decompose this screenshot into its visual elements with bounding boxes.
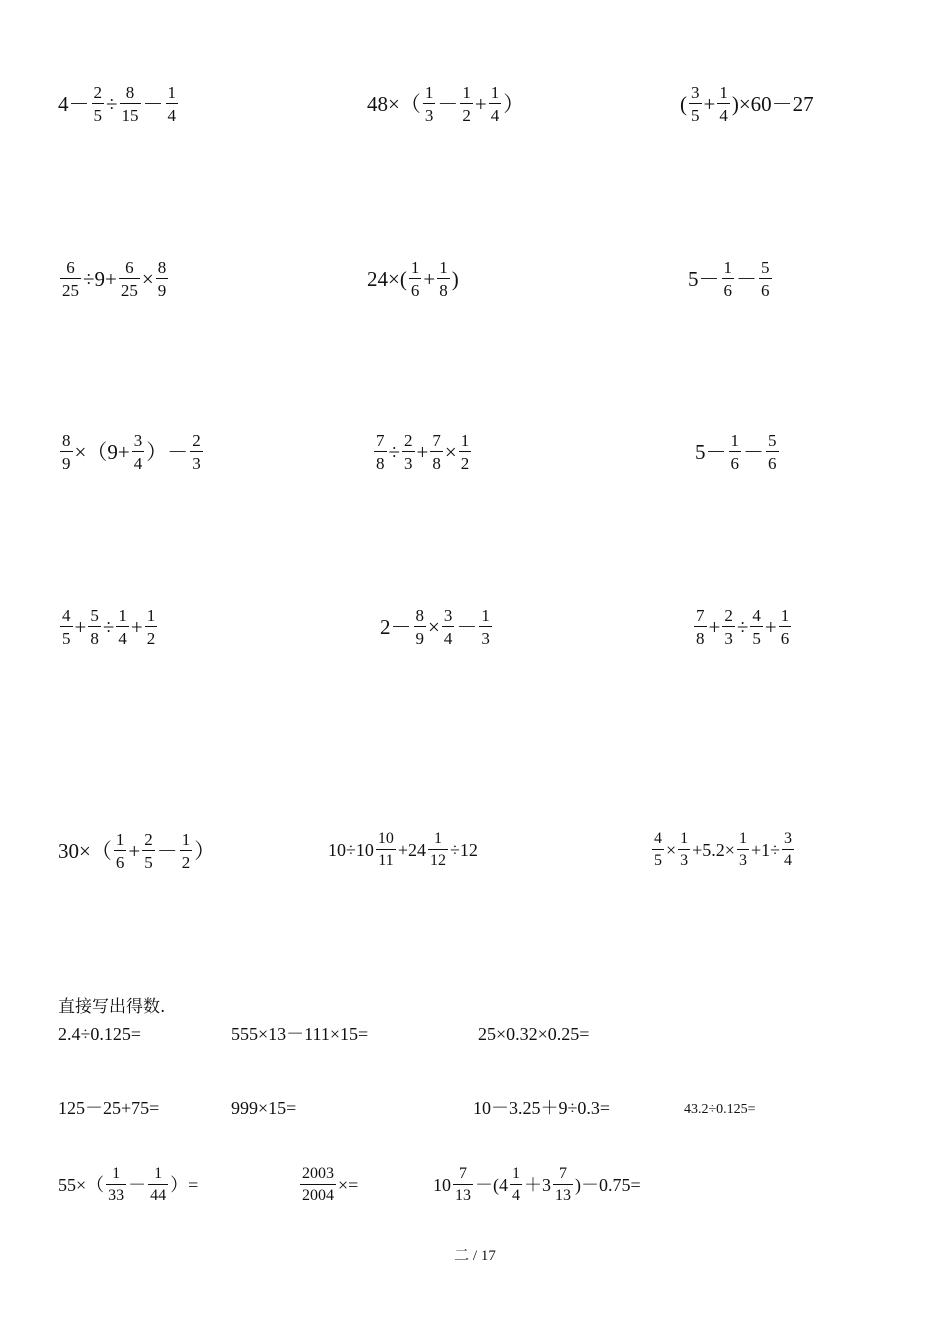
- fraction-denominator: 2: [180, 850, 193, 871]
- problem-10: [58, 607, 159, 647]
- fraction-numerator: 8: [125, 83, 135, 102]
- fraction-denominator: 5: [142, 850, 155, 871]
- expr-text: －: [743, 439, 764, 464]
- expr-text: ÷: [102, 614, 115, 639]
- fraction-numerator: 3: [133, 431, 143, 450]
- fraction: [489, 84, 502, 124]
- fraction-numerator: 3: [691, 83, 700, 102]
- fraction: [409, 259, 422, 299]
- fraction: [766, 432, 779, 472]
- fraction: [437, 259, 450, 299]
- expr-text: 5－: [688, 266, 720, 291]
- quick-8: [58, 1166, 198, 1204]
- fraction-numerator: 1: [490, 83, 500, 102]
- fraction: [759, 259, 772, 299]
- fraction-denominator: 2: [459, 451, 472, 472]
- fraction-numerator: 7: [696, 606, 705, 625]
- fraction-numerator: 5: [768, 431, 777, 450]
- problem-7: [58, 432, 205, 472]
- fraction-numerator: 2: [192, 431, 201, 450]
- fraction-denominator: 5: [652, 849, 664, 869]
- fraction-denominator: 8: [374, 451, 387, 472]
- fraction-denominator: 13: [553, 1184, 573, 1204]
- fraction-numerator: 4: [654, 830, 662, 847]
- problem-12: [692, 607, 793, 647]
- expr-text: ＋3: [524, 1175, 551, 1195]
- fraction-denominator: 6: [409, 278, 422, 299]
- fraction: [423, 84, 436, 124]
- quick-9: [298, 1166, 358, 1204]
- expr-text: －: [142, 91, 164, 116]
- fraction-numerator: 2003: [302, 1165, 334, 1182]
- fraction: [120, 84, 141, 124]
- fraction-numerator: 5: [761, 258, 770, 277]
- quick-10: [433, 1166, 641, 1204]
- fraction: [510, 1166, 522, 1204]
- fraction: [694, 607, 707, 647]
- fraction-denominator: 4: [132, 451, 145, 472]
- fraction: [402, 432, 415, 472]
- fraction-numerator: 2: [144, 830, 153, 849]
- fraction-numerator: 1: [181, 830, 191, 849]
- expr-text: +: [703, 91, 716, 116]
- expr-text: 25×0.32×0.25=: [478, 1024, 590, 1044]
- fraction-denominator: 6: [766, 451, 779, 472]
- fraction: [729, 432, 742, 472]
- fraction-numerator: 1: [434, 830, 443, 847]
- fraction: [722, 259, 735, 299]
- problem-15: [650, 831, 796, 869]
- expr-text: ）=: [170, 1175, 199, 1195]
- problem-4: [58, 259, 170, 299]
- fraction: [460, 84, 473, 124]
- expr-text: 10÷10: [328, 840, 374, 860]
- quick-3: [478, 1025, 589, 1043]
- expr-text: ÷: [106, 91, 118, 116]
- expr-text: +: [416, 439, 429, 464]
- expr-text: －: [437, 91, 459, 116]
- fraction-denominator: 3: [479, 626, 492, 647]
- fraction-denominator: 9: [156, 278, 169, 299]
- expr-text: ×: [666, 840, 677, 860]
- expr-text: 48×（: [367, 91, 421, 116]
- expr-text: 10－3.25＋9÷0.3=: [473, 1098, 611, 1118]
- fraction: [300, 1166, 336, 1204]
- expr-text: －(4: [475, 1175, 508, 1195]
- fraction: [717, 84, 730, 124]
- fraction-denominator: 6: [114, 850, 127, 871]
- expr-text: 555×13－111×15=: [231, 1024, 369, 1044]
- fraction-denominator: 44: [148, 1184, 168, 1204]
- problem-6: [688, 259, 774, 299]
- fraction-numerator: 1: [460, 431, 470, 450]
- fraction-numerator: 1: [154, 1165, 163, 1182]
- fraction-numerator: 3: [784, 830, 792, 847]
- fraction-denominator: 3: [190, 451, 203, 472]
- fraction-denominator: 8: [694, 626, 707, 647]
- fraction-denominator: 6: [722, 278, 735, 299]
- fraction-denominator: 3: [737, 849, 749, 869]
- fraction-denominator: 6: [779, 626, 792, 647]
- expr-text: )×60－27: [731, 91, 814, 116]
- fraction-denominator: 33: [106, 1184, 126, 1204]
- fraction-denominator: 4: [782, 849, 794, 869]
- fraction: [145, 607, 158, 647]
- fraction: [60, 432, 73, 472]
- expr-text: ÷12: [450, 840, 478, 860]
- fraction-numerator: 8: [62, 431, 71, 450]
- fraction-denominator: 3: [423, 103, 436, 124]
- fraction: [114, 831, 127, 871]
- fraction-numerator: 1: [146, 606, 156, 625]
- expr-text: ）: [503, 91, 525, 116]
- quick-5: [231, 1099, 296, 1117]
- fraction: [779, 607, 792, 647]
- fraction-denominator: 5: [60, 626, 73, 647]
- expr-text: ×: [428, 614, 440, 639]
- fraction: [142, 831, 155, 871]
- fraction-denominator: 9: [60, 451, 73, 472]
- expr-text: －: [736, 266, 757, 291]
- fraction: [689, 84, 702, 124]
- problem-13: [58, 831, 215, 871]
- expr-text: 30×（: [58, 838, 112, 863]
- fraction-numerator: 1: [730, 431, 739, 450]
- expr-text: 2－: [380, 614, 412, 639]
- expr-text: 4－: [58, 91, 90, 116]
- fraction-numerator: 6: [125, 258, 134, 277]
- expr-text: 5－: [695, 439, 727, 464]
- expr-text: 55×（: [58, 1175, 105, 1195]
- fraction-denominator: 4: [116, 626, 129, 647]
- fraction-denominator: 11: [376, 849, 395, 869]
- fraction-denominator: 8: [88, 626, 101, 647]
- problem-8: [372, 432, 473, 472]
- quick-4: [58, 1099, 159, 1117]
- fraction-numerator: 8: [157, 258, 167, 277]
- expr-text: －: [128, 1175, 147, 1195]
- expr-text: (: [680, 91, 687, 116]
- problem-9: [695, 432, 781, 472]
- fraction: [106, 1166, 126, 1204]
- expr-text: ×（9+: [74, 439, 130, 464]
- fraction-numerator: 3: [443, 606, 453, 625]
- fraction-denominator: 25: [60, 278, 81, 299]
- expr-text: －: [156, 838, 178, 863]
- fraction-denominator: 2004: [300, 1184, 336, 1204]
- problem-11: [380, 607, 494, 647]
- expr-text: 125－25+75=: [58, 1098, 160, 1118]
- expr-text: )－0.75=: [575, 1175, 641, 1195]
- fraction-numerator: 2: [724, 606, 733, 625]
- quick-7: [684, 1103, 756, 1117]
- fraction-denominator: 15: [120, 103, 141, 124]
- problem-3: [680, 84, 814, 124]
- expr-text: 43.2÷0.125=: [684, 1102, 756, 1117]
- fraction-numerator: 1: [112, 1165, 121, 1182]
- fraction: [553, 1166, 573, 1204]
- fraction-numerator: 1: [115, 830, 125, 849]
- fraction: [190, 432, 203, 472]
- fraction-numerator: 4: [62, 606, 71, 625]
- expr-text: +24: [397, 840, 427, 860]
- fraction: [116, 607, 129, 647]
- fraction: [750, 607, 763, 647]
- fraction: [414, 607, 427, 647]
- fraction: [459, 432, 472, 472]
- expr-text: +1÷: [750, 840, 780, 860]
- fraction-denominator: 4: [489, 103, 502, 124]
- expr-text: +: [764, 614, 777, 639]
- fraction: [652, 831, 664, 869]
- fraction: [442, 607, 455, 647]
- fraction: [119, 259, 140, 299]
- fraction-denominator: 12: [428, 849, 448, 869]
- expr-text: ÷: [736, 614, 749, 639]
- expr-text: +: [130, 614, 143, 639]
- fraction-numerator: 1: [512, 1165, 520, 1182]
- fraction-numerator: 6: [66, 258, 75, 277]
- expr-text: +: [708, 614, 721, 639]
- fraction-numerator: 4: [752, 606, 761, 625]
- fraction-numerator: 1: [723, 258, 732, 277]
- fraction-numerator: 1: [424, 83, 434, 102]
- fraction-numerator: 7: [559, 1165, 567, 1182]
- fraction: [92, 84, 105, 124]
- fraction-denominator: 5: [689, 103, 702, 124]
- expr-text: ×: [444, 439, 457, 464]
- fraction: [678, 831, 690, 869]
- fraction-denominator: 3: [402, 451, 415, 472]
- fraction: [376, 831, 396, 869]
- expr-text: ×=: [338, 1175, 359, 1195]
- fraction-numerator: 1: [780, 606, 790, 625]
- fraction-denominator: 4: [166, 103, 179, 124]
- problem-5: [367, 259, 459, 299]
- fraction: [60, 259, 81, 299]
- expr-text: ）－: [146, 439, 189, 464]
- fraction-denominator: 5: [92, 103, 105, 124]
- fraction-numerator: 8: [415, 606, 424, 625]
- quick-1: [58, 1025, 141, 1043]
- fraction-numerator: 2: [404, 431, 413, 450]
- fraction: [430, 432, 443, 472]
- fraction-numerator: 1: [410, 258, 420, 277]
- fraction-denominator: 5: [750, 626, 763, 647]
- fraction-denominator: 4: [510, 1184, 522, 1204]
- fraction-numerator: 1: [462, 83, 471, 102]
- fraction-denominator: 6: [759, 278, 772, 299]
- fraction-numerator: 1: [118, 606, 127, 625]
- fraction-denominator: 6: [729, 451, 742, 472]
- expr-text: 999×15=: [231, 1098, 297, 1118]
- expr-text: +: [423, 266, 436, 291]
- quick-2: [231, 1025, 368, 1043]
- fraction-denominator: 2: [460, 103, 473, 124]
- fraction: [737, 831, 749, 869]
- fraction-denominator: 3: [722, 626, 735, 647]
- fraction-denominator: 4: [442, 626, 455, 647]
- problem-1: [58, 84, 180, 124]
- fraction-numerator: 7: [376, 431, 385, 450]
- section-heading: 直接写出得数.: [58, 997, 166, 1017]
- fraction-denominator: 4: [717, 103, 730, 124]
- fraction: [132, 432, 145, 472]
- fraction-denominator: 3: [678, 849, 690, 869]
- expr-text: 2.4÷0.125=: [58, 1024, 142, 1044]
- fraction: [166, 84, 179, 124]
- expr-text: +: [474, 91, 487, 116]
- expr-text: +: [128, 838, 141, 863]
- fraction-numerator: 1: [738, 830, 747, 847]
- expr-text: +: [74, 614, 87, 639]
- quick-6: [473, 1099, 610, 1117]
- fraction-numerator: 1: [439, 258, 448, 277]
- fraction-numerator: 2: [93, 83, 102, 102]
- expr-text: +5.2×: [692, 840, 735, 860]
- fraction-denominator: 8: [437, 278, 450, 299]
- fraction-denominator: 2: [145, 626, 158, 647]
- fraction: [479, 607, 492, 647]
- fraction-numerator: 5: [90, 606, 99, 625]
- fraction: [88, 607, 101, 647]
- fraction-numerator: 10: [377, 830, 394, 847]
- fraction-numerator: 7: [459, 1165, 467, 1182]
- expr-text: －: [456, 614, 478, 639]
- fraction: [60, 607, 73, 647]
- fraction-numerator: 1: [680, 830, 689, 847]
- expr-text: ÷: [388, 439, 401, 464]
- expr-text: ）: [194, 838, 216, 863]
- fraction-denominator: 9: [414, 626, 427, 647]
- expr-text: ÷9+: [83, 266, 117, 291]
- page-number: 二 / 17: [454, 1248, 496, 1264]
- fraction: [453, 1166, 473, 1204]
- problem-14: [328, 831, 478, 869]
- fraction-numerator: 1: [719, 83, 728, 102]
- fraction-numerator: 7: [432, 431, 441, 450]
- expr-text: 10: [433, 1175, 451, 1195]
- fraction: [148, 1166, 168, 1204]
- fraction-denominator: 25: [119, 278, 140, 299]
- fraction: [374, 432, 387, 472]
- fraction: [156, 259, 169, 299]
- fraction: [722, 607, 735, 647]
- problem-2: [367, 84, 524, 124]
- fraction-denominator: 8: [430, 451, 443, 472]
- expr-text: 24×(: [367, 266, 407, 291]
- expr-text: ×: [141, 266, 154, 291]
- fraction: [782, 831, 794, 869]
- fraction-numerator: 1: [167, 83, 177, 102]
- fraction-numerator: 1: [481, 606, 490, 625]
- fraction: [428, 831, 448, 869]
- fraction: [180, 831, 193, 871]
- expr-text: ): [451, 266, 459, 291]
- fraction-denominator: 13: [453, 1184, 473, 1204]
